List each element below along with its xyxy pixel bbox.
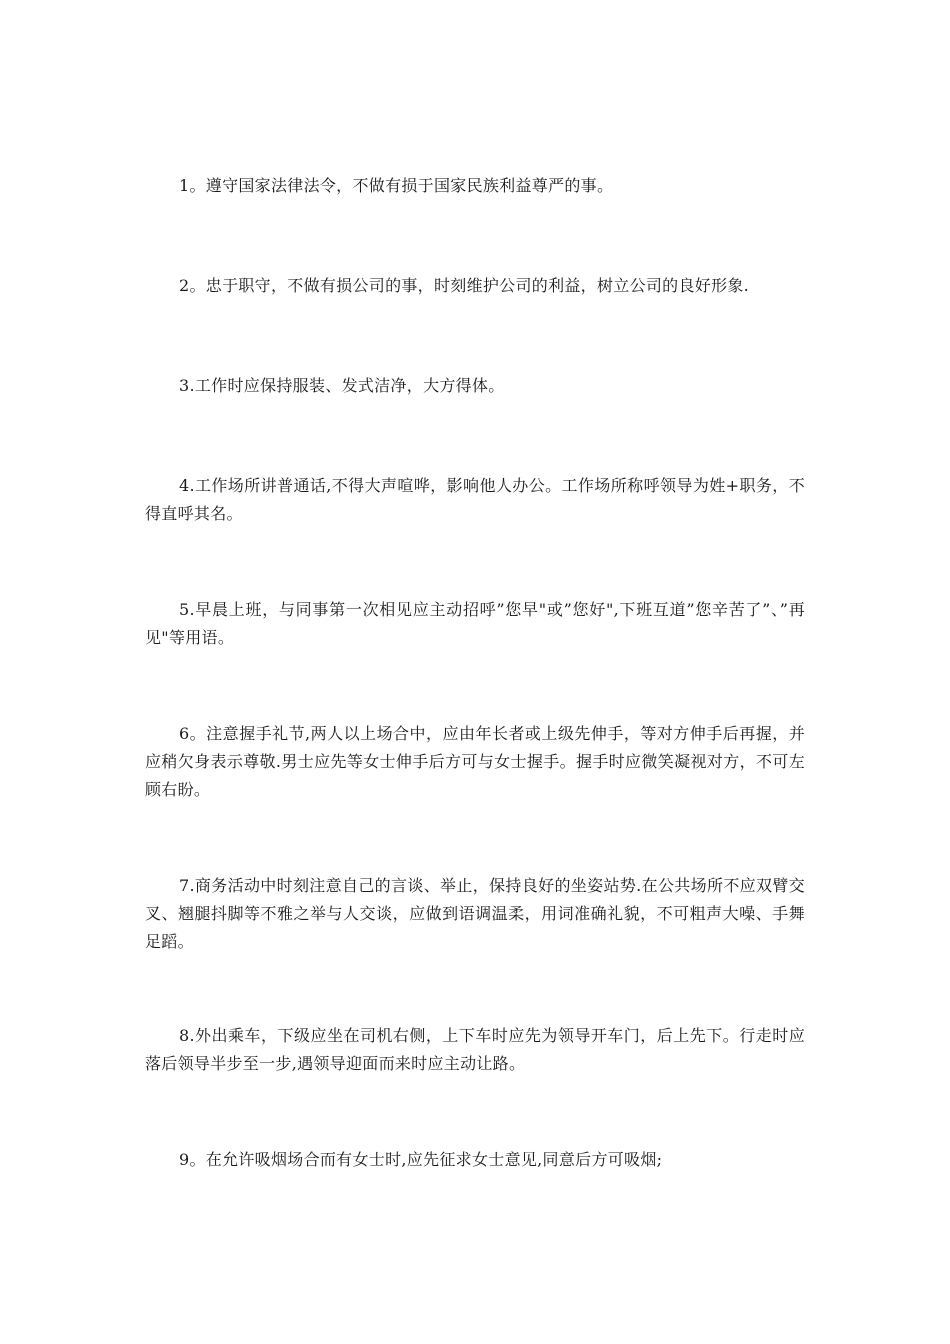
paragraph-2: 2。忠于职守，不做有损公司的事，时刻维护公司的利益，树立公司的良好形象.: [179, 276, 750, 295]
paragraph-9: 9。在允许吸烟场合而有女士时,应先征求女士意见,同意后方可吸烟;: [179, 1150, 663, 1169]
paragraph-4: 4.工作场所讲普通话,不得大声喧哗，影响他人办公。工作场所称呼领导为姓+职务，不得直呼其名。: [145, 476, 805, 523]
paragraph-1: 1。遵守国家法律法令，不做有损于国家民族利益尊严的事。: [179, 176, 614, 195]
paragraph-6: 6。注意握手礼节,两人以上场合中，应由年长者或上级先伸手，等对方伸手后再握，并应稍欠身表示尊敬.男士应先等女士伸手后方可与女士握手。握手时应微笑凝视对方，不可左顾右盼。: [145, 724, 805, 799]
paragraph-8: 8.外出乘车，下级应坐在司机右侧，上下车时应先为领导开车门，后上先下。行走时应落后领导半步至一步,遇领导迎面而来时应主动让路。: [145, 1026, 805, 1073]
paragraph-7: 7.商务活动中时刻注意自己的言谈、举止，保持良好的坐姿站势.在公共场所不应双臂交叉、翘腿抖脚等不雅之举与人交谈，应做到语调温柔，用词准确礼貌，不可粗声大噪、手舞足蹈。: [145, 876, 805, 951]
paragraph-3: 3.工作时应保持服装、发式洁净，大方得体。: [179, 376, 505, 395]
paragraph-5: 5.早晨上班，与同事第一次相见应主动招呼”您早"或”您好",下班互道”您辛苦了”、”再见"等用语。: [145, 600, 805, 647]
